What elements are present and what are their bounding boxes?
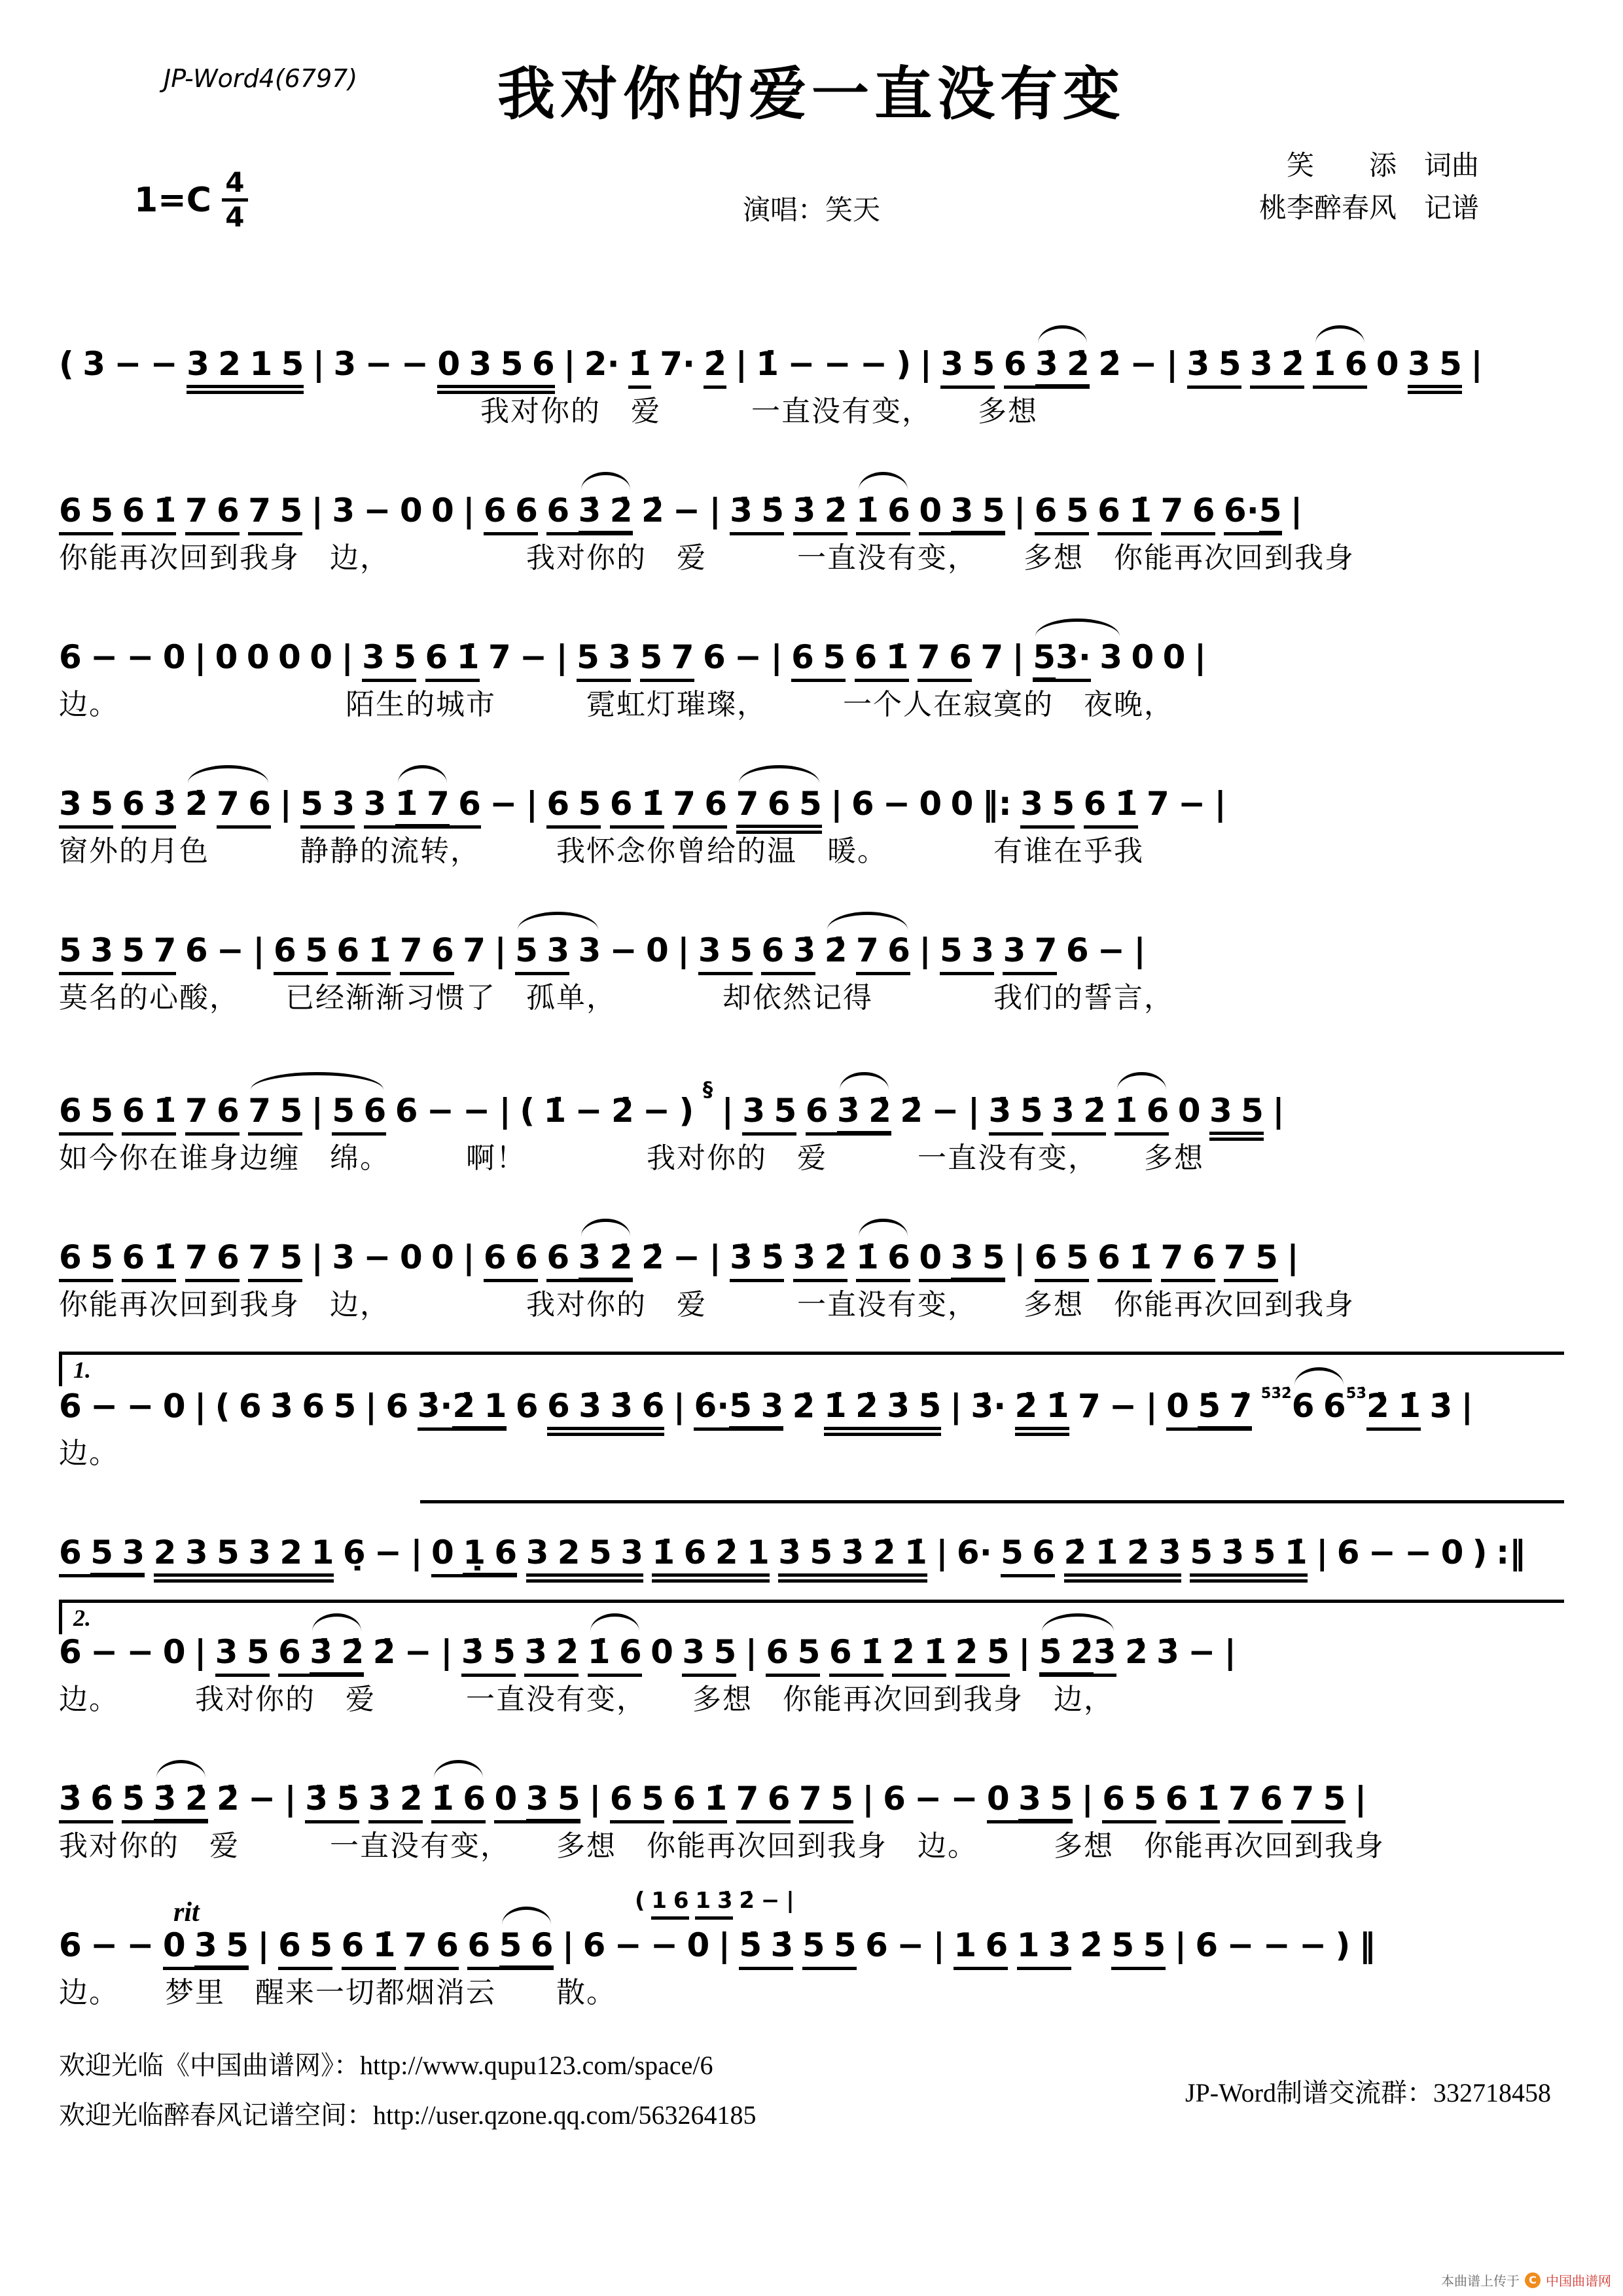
- lyrics-line: 你能再次回到我身 边， 我对你的 爱 一直没有变， 多想 你能再次回到我身: [59, 542, 1355, 574]
- score-system: [59, 1205, 1564, 1323]
- score-system: [59, 605, 1564, 723]
- lyrics-line: 边。 我对你的 爱 一直没有变， 多想 你能再次回到我身 边，: [59, 1683, 1114, 1715]
- time-numerator: 4: [225, 166, 245, 198]
- corner-site-name: 中国曲谱网: [1546, 2273, 1611, 2289]
- footer: [59, 2041, 1564, 2140]
- score: [59, 312, 1564, 2011]
- singer-line: 演唱：笑天: [742, 196, 880, 226]
- score-system: [59, 1500, 1564, 1571]
- site-logo-icon: C: [1525, 2272, 1541, 2288]
- footer-qq-group: JP-Word制谱交流群：332718458: [1185, 2077, 1551, 2108]
- notation-line: 3 5 6 3̇ 2̇ 7 6 | 5 3 3 1̇ 7 6 − | 6 5 6 1̇ 7 6 7 6 5 | 6 − 0 0 ‖: 3 5 6 1̇ 7 − |: [59, 751, 1564, 822]
- corner-watermark: [1441, 2270, 1611, 2289]
- volta-label: 1.: [73, 1356, 91, 1383]
- score-system: [59, 1045, 1564, 1176]
- cue-notes: ( 1 6 1 3̇ 2̇ − |: [635, 1888, 794, 1914]
- score-system: [59, 458, 1564, 576]
- notation-line: 5 3 5 7 6 − | 6 5 6 1̇ 7 6 7 | 5 3 3 − 0 | 3 5 6 3̇ 2̇ 7 6 | 5 3 3 7 6 − |: [59, 898, 1564, 969]
- lyrics-line: 我对你的 爱 一直没有变， 多想: [59, 395, 1038, 427]
- score-system: [59, 1746, 1564, 1864]
- key-signature: 1=C: [134, 180, 211, 220]
- lyrics-line: 我对你的 爱 一直没有变， 多想 你能再次回到我身 边。 多想 你能再次回到我身: [59, 1830, 1385, 1862]
- score-system: [59, 751, 1564, 869]
- lyrics-line: 边。: [59, 1437, 119, 1469]
- lyrics-line: 如今你在谁身边缠 绵。 啊！ 我对你的 爱 一直没有变， 多想: [59, 1141, 1204, 1174]
- lyrics-line: 莫名的心酸， 已经渐渐习惯了 孤单， 却依然记得 我们的誓言，: [59, 982, 1174, 1014]
- score-system: [59, 1888, 1564, 2011]
- volta-label: 2.: [73, 1605, 91, 1631]
- credit-lyricist-composer: 笑 添 词曲: [1286, 151, 1479, 181]
- notation-line: 6 5 3 2 3 5 3 2 1 6̣ − | 0 1̣ 6 3 2 5 3 1̇ 6 2̇ 1 3̇ 5̇ 3̇ 2̇ 1̇ | 6· 5 6 2̇ 1̇ 2̇ 3̇ 5̇ 3̇ 5̇ 1̇ | 6 − − 0 ) :‖: [59, 1500, 1564, 1571]
- tempo-marking: rit: [173, 1897, 200, 1928]
- footer-links: [59, 2041, 757, 2140]
- volta-bracket: [59, 1600, 1564, 1636]
- notation-line: 3̇ 6̇ 5̇ 3̇ 2̇ 2̇ − | 3̇ 5̇ 3̇ 2̇ 1̇ 6 0 3 5 | 6 5 6 1̇ 7 6 7 5 | 6 − − 0 3 5 | 6 5 6 1̇ 7 6 7 5 |: [59, 1746, 1564, 1817]
- footer-link-qzone: 欢迎光临醉春风记谱空间：http://user.qzone.qq.com/563264185: [59, 2100, 757, 2130]
- time-denominator: 4: [225, 201, 245, 233]
- notation-line: ( 3 − − 3 2 1 5 | 3 − − 0 3 5 6 | 2· 1̇ 7· 2̇ | 1̇ − − − ) | 3 5 6 3̇ 2̇ 2̇ − | 3̇ 5̇ 3̇ 2̇ 1̇ 6 0 3 5 |: [59, 312, 1564, 382]
- volta-bracket: [420, 1500, 1564, 1536]
- lyrics-line: 窗外的月色 静静的流转， 我怀念你曾给的温 暖。 有谁在乎我: [59, 835, 1144, 867]
- notation-line: 6 − − 0 | ( 6 3̇ 6 5 | 6 3̇·2̇ 1 6 6 3̇ 3̇ 6̇ | 6̇·5̇ 3 2̇ 1̇ 2̇ 3̇ 5̇ | 3̇· 2̇ 1̇ 7 − | 0 5̇ 7̇ $^{5̇3̇2̇}$6 $6^{5̇3̇}2̇$ 1̇ 3̇ |: [59, 1352, 1564, 1424]
- notation-line: 6 − − 0 | 3 5 6 3̇ 2̇ 2̇ − | 3̇ 5̇ 3̇ 2̇ 1̇ 6 0 3 5 | 6 5 6 1̇ 2̇ 1̇ 2̇ 5̇ | 5̇ 2̇3̇ 2̇ 3̇ − |: [59, 1600, 1564, 1670]
- lyrics-line: 边。 陌生的城市 霓虹灯璀璨， 一个人在寂寞的 夜晚，: [59, 689, 1174, 721]
- credit-transcriber: 桃李醉春风 记谱: [1258, 194, 1479, 224]
- score-system: [59, 1600, 1564, 1717]
- notation-line: 6 5 6 1̇ 7 6 7 5 | 3 − 0 0 | 6 6 6 3̇ 2̇ 2̇ − | 3̇ 5̇ 3̇ 2̇ 1̇ 6 0 3 5 | 6 5 6 1̇ 7 6 7 5 |: [59, 1205, 1564, 1276]
- lyrics-line: 边。 梦里 醒来一切都烟消云 散。: [59, 1977, 616, 2009]
- score-system: [59, 312, 1564, 429]
- notation-line: 6 5 6 1̇ 7 6 7 5 | 5 6 6 − − | ( 1̇ − 2̇ − ) § | 3 5 6 3̇ 2̇ 2̇ − | 3̇ 5̇ 3̇ 2̇ 1̇ 6 0 3 5 |: [59, 1045, 1564, 1129]
- time-signature: [222, 166, 248, 233]
- score-system: [59, 898, 1564, 1016]
- footer-link-qupu: 欢迎光临《中国曲谱网》：http://www.qupu123.com/space/6: [59, 2051, 713, 2080]
- page-title: 我对你的爱一直没有变: [497, 63, 1126, 127]
- header: [59, 52, 1564, 308]
- corner-watermark-text: 本曲谱上传于: [1441, 2273, 1520, 2289]
- software-watermark: JP-Word4(6797): [164, 64, 358, 93]
- key-time-signature: [134, 166, 248, 233]
- lyrics-line: 你能再次回到我身 边， 我对你的 爱 一直没有变， 多想 你能再次回到我身: [59, 1288, 1355, 1321]
- notation-line: 6 5 6 1̇ 7 6 7 5 | 3 − 0 0 | 6 6 6 3̇ 2̇ 2̇ − | 3̇ 5̇ 3̇ 2̇ 1̇ 6 0 3 5 | 6 5 6 1̇ 7 6 6·5 |: [59, 458, 1564, 529]
- notation-line: 6 − − 0 3 5 | 6 5 6 1̇ 7 6 6 5 6 | 6 − − 0 | 5̇ 3̇ 5 5 6 − | 1 6 1 3̇ 2̇ 5 5 | 6 − − − ) ‖: [59, 1893, 1564, 1964]
- score-system: [59, 1352, 1564, 1471]
- notation-line: 6 − − 0 | 0 0 0 0 | 3 5 6 1̇ 7 − | 5 3 5 7 6 − | 6 5 6 1̇ 7 6 7 | 53· 3 0 0 |: [59, 605, 1564, 675]
